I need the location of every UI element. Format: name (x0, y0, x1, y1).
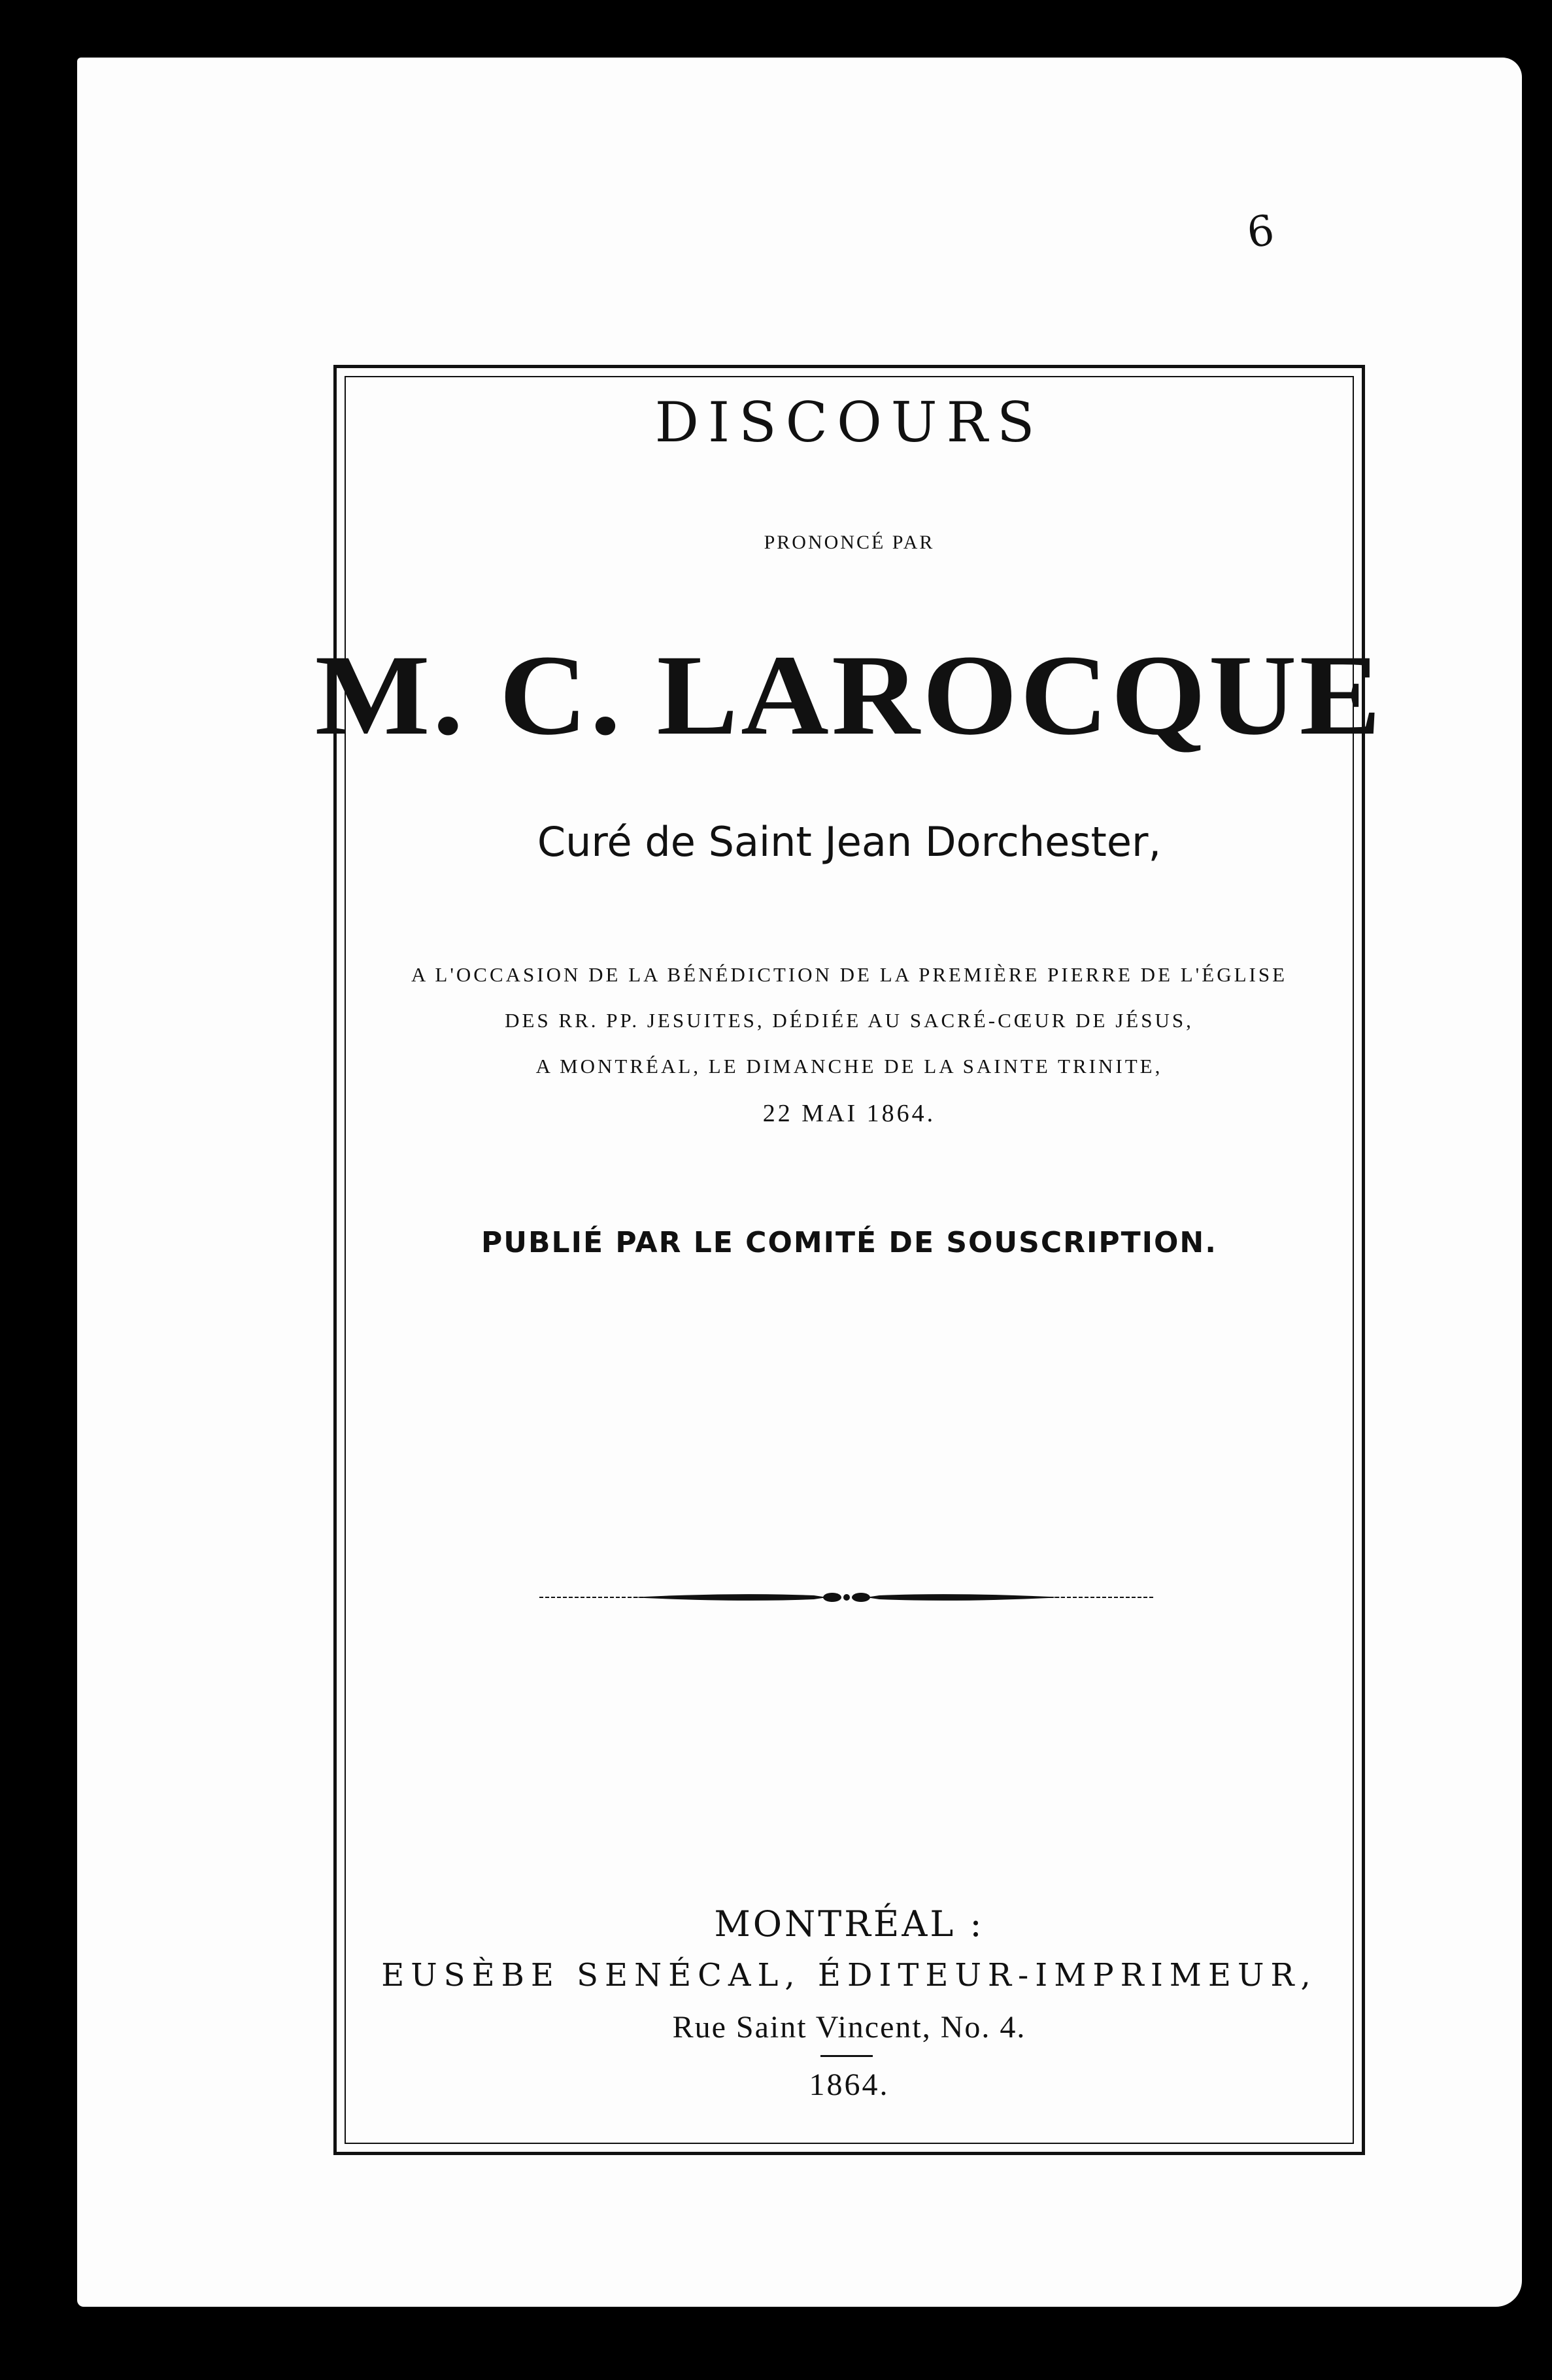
title-page-border (314, 365, 1384, 2155)
imprint-publisher: EUSÈBE SENÉCAL, ÉDITEUR-IMPRIMEUR, (381, 1957, 1317, 1994)
imprint-year: 1864. (809, 2067, 890, 2102)
pronounced-by-line: PRONONCÉ PAR (764, 532, 935, 553)
imprint-city: MONTRÉAL : (714, 1903, 985, 1945)
ornamental-rule (539, 1584, 1154, 1610)
document-title: DISCOURS (654, 390, 1044, 454)
handwritten-mark: 6 (1244, 206, 1277, 258)
document-page (77, 58, 1522, 2307)
published-by-line: PUBLIÉ PAR LE COMITÉ DE SOUSCRIPTION. (481, 1226, 1217, 1259)
divider-rule (820, 2055, 873, 2057)
imprint-address: Rue Saint Vincent, No. 4. (672, 2010, 1026, 2045)
author-position: Curé de Saint Jean Dorchester, (537, 818, 1162, 866)
occasion-line: A L'OCCASION DE LA BÉNÉDICTION DE LA PREMIÈRE PIERRE DE L'ÉGLISE (411, 963, 1288, 986)
author-name: M. C. LAROCQUE (314, 632, 1384, 759)
occasion-line: A MONTRÉAL, LE DIMANCHE DE LA SAINTE TRINITE, (535, 1055, 1163, 1078)
occasion-line: DES RR. PP. JESUITES, DÉDIÉE AU SACRÉ-CŒUR DE JÉSUS, (505, 1009, 1194, 1032)
occasion-date: 22 MAI 1864. (762, 1100, 936, 1127)
